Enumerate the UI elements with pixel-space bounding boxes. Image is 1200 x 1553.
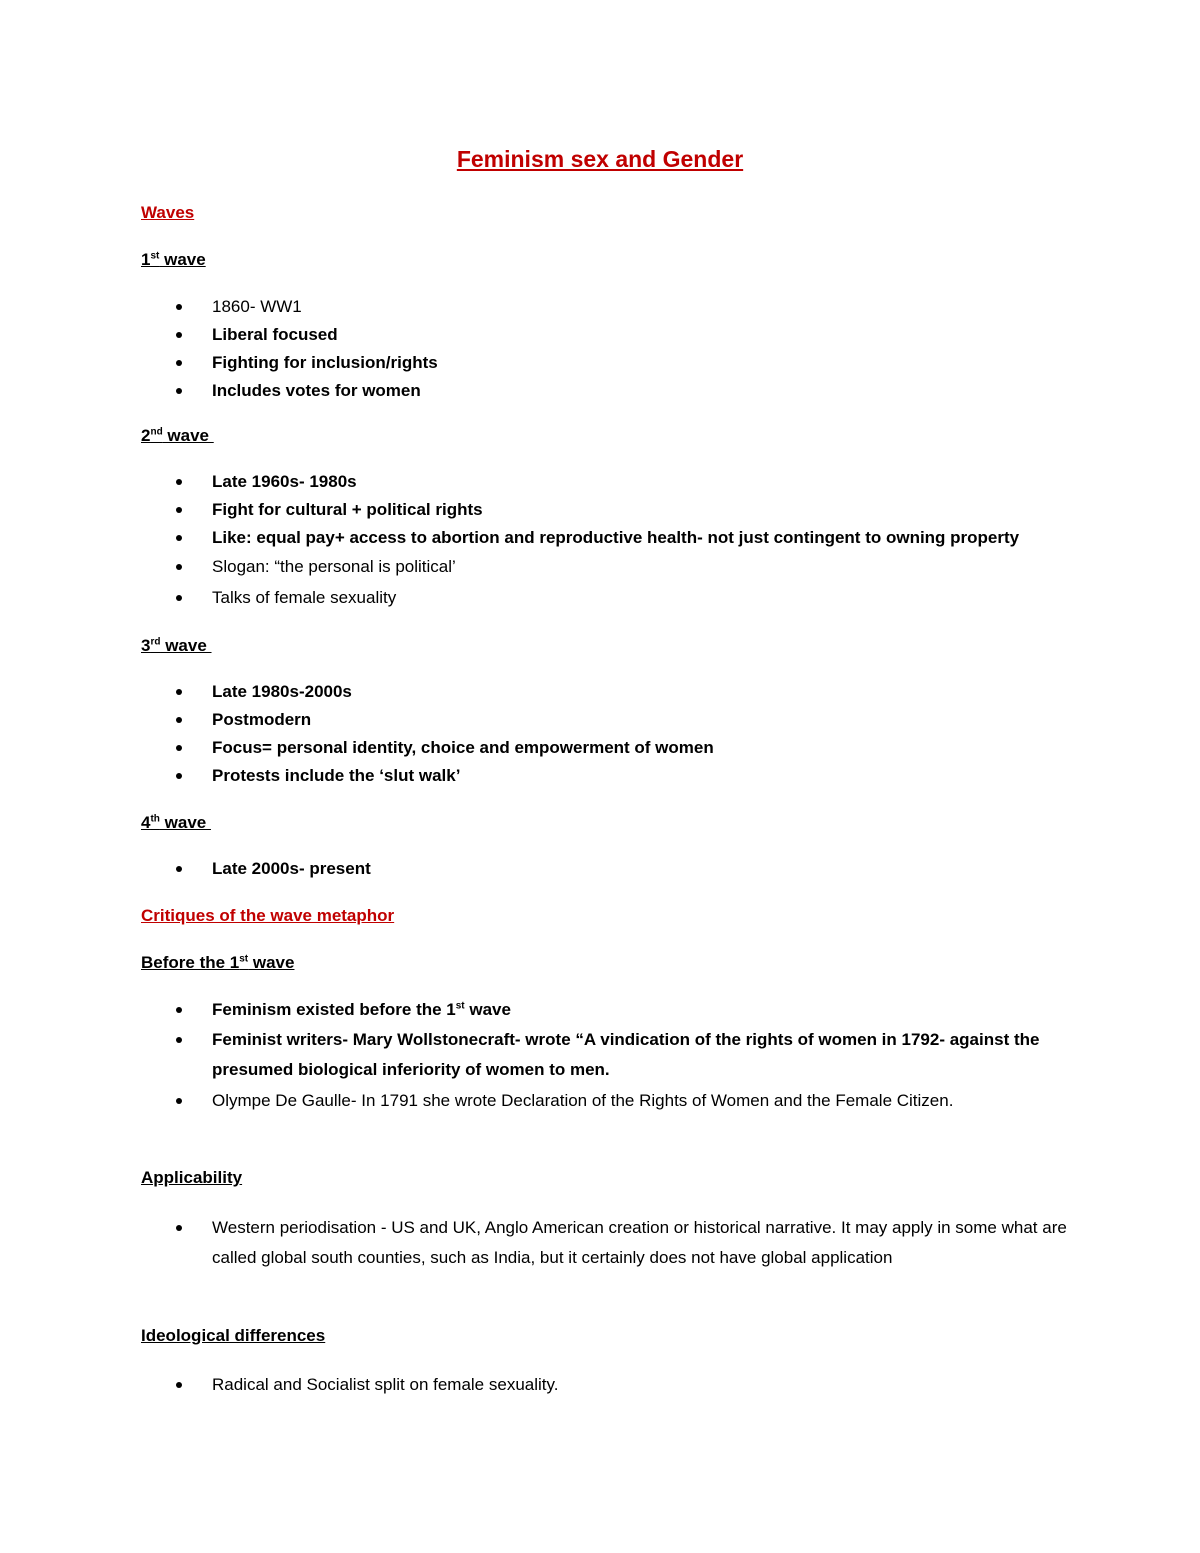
waves-heading: Waves [141, 203, 195, 222]
list-item: Focus= personal identity, choice and empowerment of women [212, 733, 1072, 763]
bullet-icon [176, 1225, 182, 1231]
bullet-icon [176, 595, 182, 601]
fourth-wave-heading: 4th wave [141, 813, 211, 832]
bullet-icon [176, 388, 182, 394]
list-item: Like: equal pay+ access to abortion and reproductive health- not just contingent to owning property [212, 523, 1072, 553]
list-item: Liberal focused [212, 320, 1072, 350]
bullet-icon [176, 1037, 182, 1043]
critiques-heading: Critiques of the wave metaphor [141, 906, 395, 925]
applicability-heading: Applicability [141, 1168, 243, 1187]
bullet-icon [176, 1098, 182, 1104]
before-first-wave-heading: Before the 1st wave [141, 953, 295, 972]
bullet-icon [176, 564, 182, 570]
list-item: 1860- WW1 [212, 292, 1072, 322]
list-item: Fighting for inclusion/rights [212, 348, 1072, 378]
document-title: Feminism sex and Gender [456, 146, 744, 172]
list-item: Slogan: “the personal is political’ [212, 552, 1072, 582]
bullet-icon [176, 689, 182, 695]
list-item: Includes votes for women [212, 376, 1072, 406]
list-item: Talks of female sexuality [212, 583, 1072, 613]
bullet-icon [176, 507, 182, 513]
third-wave-heading: 3rd wave [141, 636, 212, 655]
second-wave-heading: 2nd wave [141, 426, 214, 445]
list-item: Protests include the ‘slut walk’ [212, 761, 1072, 791]
bullet-icon [176, 535, 182, 541]
list-item: Olympe De Gaulle- In 1791 she wrote Declaration of the Rights of Women and the Female Citizen. [212, 1086, 1072, 1116]
ideological-differences-heading: Ideological differences [141, 1326, 326, 1345]
bullet-icon [176, 1382, 182, 1388]
bullet-icon [176, 773, 182, 779]
bullet-icon [176, 304, 182, 310]
list-item: Late 2000s- present [212, 854, 1072, 884]
bullet-icon [176, 866, 182, 872]
bullet-icon [176, 332, 182, 338]
list-item: Fight for cultural + political rights [212, 495, 1072, 525]
list-item: Feminist writers- Mary Wollstonecraft- wrote “A vindication of the rights of women in 1792- against the presumed biological inferiority of women to men. [212, 1025, 1072, 1085]
list-item: Western periodisation - US and UK, Anglo American creation or historical narrative. It may apply in some what are called global south counties, such as India, but it certainly does not have global application [212, 1213, 1072, 1273]
bullet-icon [176, 717, 182, 723]
bullet-icon [176, 745, 182, 751]
list-item: Postmodern [212, 705, 1072, 735]
bullet-icon [176, 360, 182, 366]
list-item: Late 1980s-2000s [212, 677, 1072, 707]
first-wave-heading: 1st wave [141, 250, 206, 269]
bullet-icon [176, 479, 182, 485]
list-item: Feminism existed before the 1st wave [212, 995, 1072, 1025]
bullet-icon [176, 1007, 182, 1013]
list-item: Radical and Socialist split on female sexuality. [212, 1370, 1072, 1400]
list-item: Late 1960s- 1980s [212, 467, 1072, 497]
